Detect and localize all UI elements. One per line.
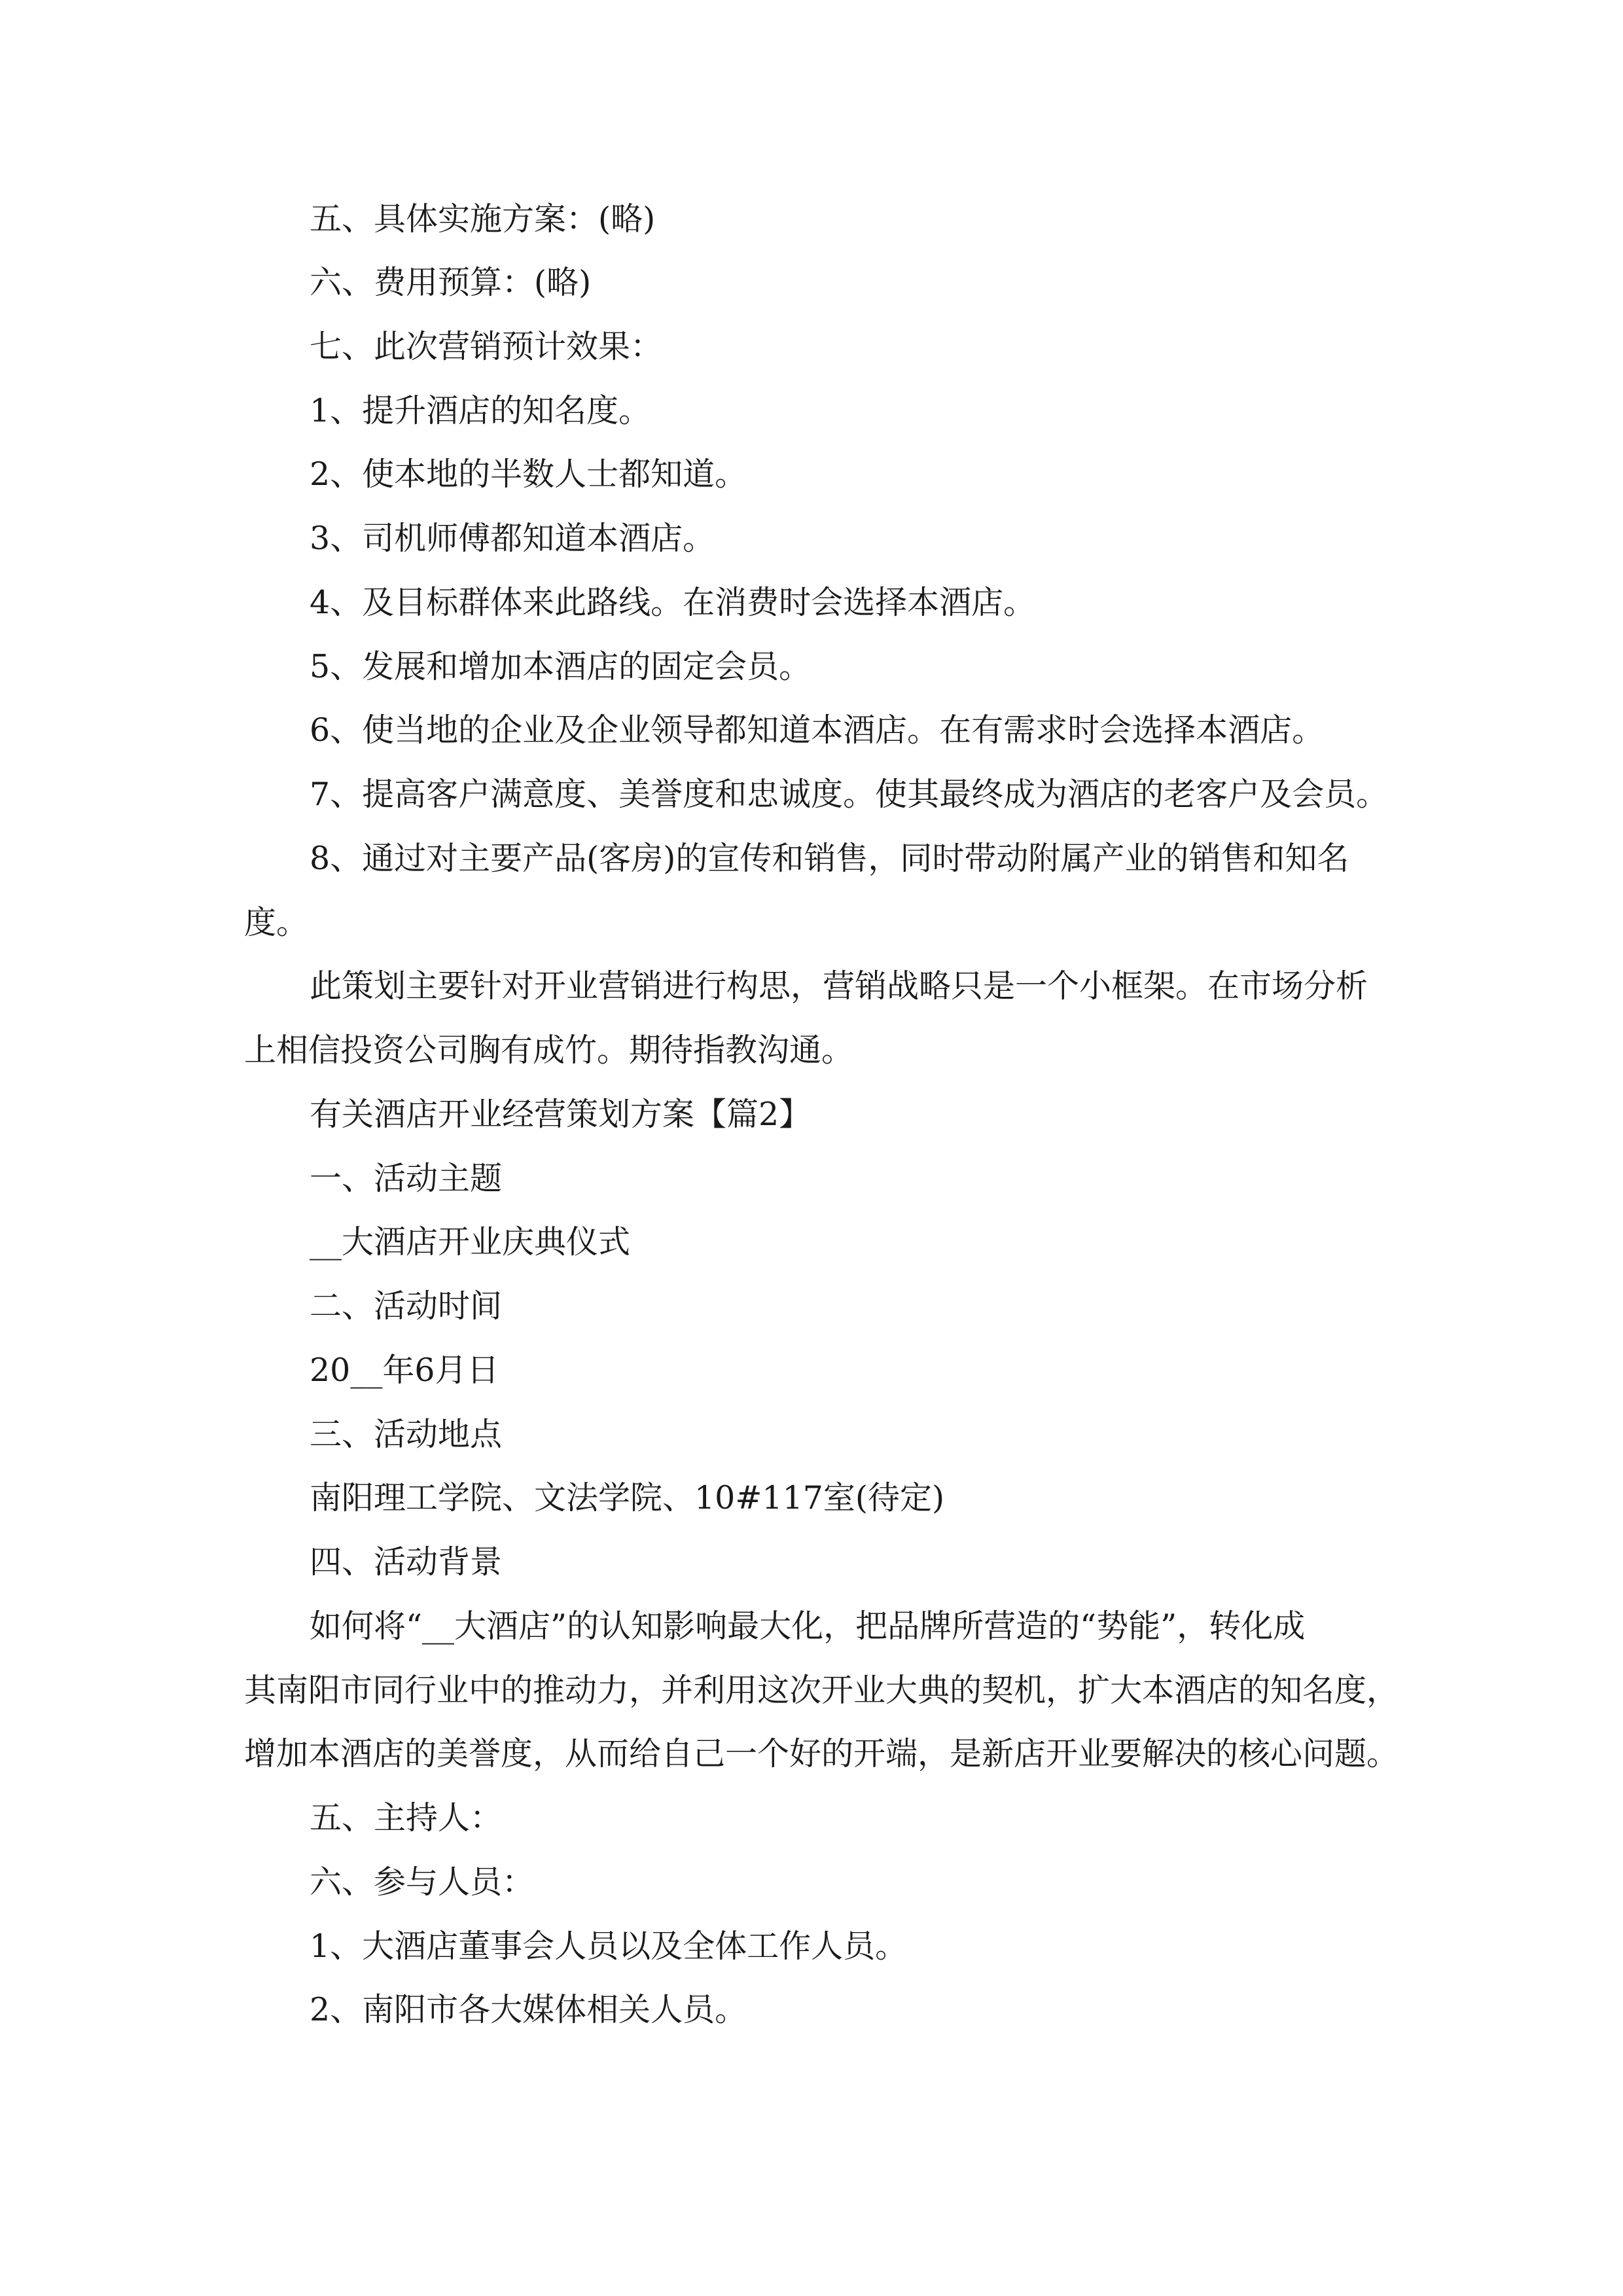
text-line: 三、活动地点 (310, 1416, 503, 1453)
text-line: 五、具体实施方案：(略) (310, 200, 656, 238)
text-line: 5、发展和增加本酒店的固定会员。 (310, 648, 812, 685)
text-line: 2、南阳市各大媒体相关人员。 (310, 1991, 747, 2028)
text-line: 8、通过对主要产品(客房)的宣传和销售，同时带动附属产业的销售和知名 (310, 840, 1349, 877)
text-line: 南阳理工学院、文法学院、10#117室(待定) (310, 1479, 945, 1516)
text-line: 6、使当地的企业及企业领导都知道本酒店。在有需求时会选择本酒店。 (310, 711, 1325, 749)
text-line: 7、提高客户满意度、美誉度和忠诚度。使其最终成为酒店的老客户及会员。 (310, 776, 1389, 813)
text-line: 20__年6月日 (310, 1352, 499, 1389)
section-heading: 有关酒店开业经营策划方案【篇2】 (310, 1096, 812, 1133)
text-line: 一、活动主题 (310, 1160, 503, 1197)
text-line: __大酒店开业庆典仪式 (310, 1223, 631, 1261)
text-line: 如何将“__大酒店”的认知影响最大化，把品牌所营造的“势能”，转化成 (310, 1607, 1306, 1645)
text-line: 4、及目标群体来此路线。在消费时会选择本酒店。 (310, 584, 1036, 621)
text-line: 其南阳市同行业中的推动力，并利用这次开业大典的契机，扩大本酒店的知名度， (244, 1672, 1399, 1709)
text-line: 增加本酒店的美誉度，从而给自己一个好的开端，是新店开业要解决的核心问题。 (244, 1735, 1399, 1772)
text-line: 2、使本地的半数人士都知道。 (310, 456, 747, 493)
text-line: 上相信投资公司胸有成竹。期待指教沟通。 (244, 1031, 854, 1069)
text-line: 1、提升酒店的知名度。 (310, 392, 651, 429)
text-line: 1、大酒店董事会人员以及全体工作人员。 (310, 1928, 908, 1965)
text-line: 六、参与人员： (310, 1863, 535, 1901)
text-line: 七、此次营销预计效果： (310, 328, 663, 365)
text-line: 四、活动背景 (310, 1543, 503, 1581)
text-line: 五、主持人： (310, 1799, 503, 1837)
text-line: 二、活动时间 (310, 1287, 503, 1325)
text-line: 3、司机师傅都知道本酒店。 (310, 520, 715, 557)
text-line: 度。 (244, 904, 309, 941)
text-line: 此策划主要针对开业营销进行构思，营销战略只是一个小框架。在市场分析 (310, 967, 1368, 1005)
text-line: 六、费用预算：(略) (310, 264, 592, 301)
